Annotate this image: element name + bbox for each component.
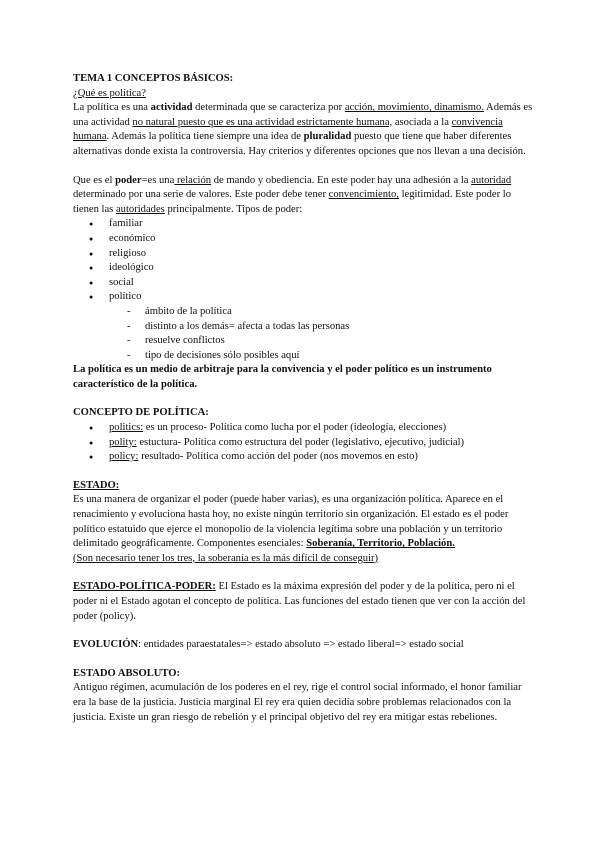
list-item: ● politics: es un proceso- Política como lucha por el poder (ideología, elecciones) (73, 421, 533, 436)
evolucion: EVOLUCIÓN: entidades paraestatales=> estado absoluto => estado liberal=> estado social (73, 639, 464, 651)
list-item: ● político (73, 290, 533, 305)
concepto-title: CONCEPTO DE POLÍTICA: (73, 407, 209, 419)
list-item: - resuelve conflictos (73, 334, 533, 349)
tema-subtitle: ¿Qué es política? (73, 87, 146, 99)
list-item: ● religioso (73, 247, 533, 262)
estado-absoluto-text: Antiguo régimen, acumulación de los poderes en el rey, rige el control social informado, el honor familiar era la base de la justicia. Justicia marginal El rey era quien decidía sobre problemas relacionados con la justicia. Existe un gran riesgo de rebelión y el principal objetivo del rey era mitigar estas rebeliones. (73, 682, 522, 723)
list-item: ● económico (73, 232, 533, 247)
conclusion-text: La política es un medio de arbitraje para la convivencia y el poder político es un instrumento característico de la política. (73, 364, 492, 390)
concepto-list (73, 421, 533, 465)
paragraph-actividad: La política es una actividad determinada que se caracteriza por acción, movimiento, dinamismo. Además es una actividad no natural puesto que es una actividad estrictamente humana, asociada a la convivencia humana. Además la política tiene siempre una idea de pluralidad puesto que tiene que haber diferentes alternativas donde exista la controversia. Hay criterios y diferentes opciones que nos llevan a una decisión. (73, 102, 533, 157)
estado-title: ESTADO: (73, 479, 120, 491)
document-content (73, 72, 533, 725)
estado-text: Es una manera de organizar el poder (puede haber varias), es una organización política. Aparece en el renacimiento y evoluciona hasta hoy, no existe ningún territorio sin organización. El estado es el poder político estatuido que ejerce el monopolio de la violencia legítima sobre una población y un territorio delimitado geográficamente. Componentes esenciales: Soberanía, Territorio, Población. (73, 494, 509, 550)
list-item: - ámbito de la política (73, 305, 533, 320)
list-item: ● policy: resultado- Política como acción del poder (nos movemos en esto) (73, 450, 533, 465)
list-item: ● social (73, 276, 533, 291)
tipos-poder-list (73, 217, 533, 305)
politico-sublist (73, 305, 533, 363)
list-item: - tipo de decisiones sólo posibles aquí (73, 349, 533, 364)
estado-politica-poder: ESTADO-POLÍTICA-PODER: El Estado es la máxima expresión del poder y de la política, pero ni el poder ni el Estado agotan el concepto de política. Las funciones del estado tienen que ver con la acción del poder (policy). (73, 581, 526, 622)
estado-note: (Son necesario tener los tres, la soberanía es la más difícil de conseguir) (73, 552, 379, 564)
list-item: - distinto a los demás= afecta a todas las personas (73, 320, 533, 335)
paragraph-poder: Que es el poder=es una relación de mando y obediencia. En este poder hay una adhesión a la autoridad determinado por una serie de valores. Este poder debe tener convencimiento, legitimidad. Este poder lo tienen las autoridades principalmente. Tipos de poder: (73, 174, 512, 215)
estado-absoluto-title: ESTADO ABSOLUTO: (73, 667, 181, 679)
list-item: ● ideológico (73, 261, 533, 276)
tema-title: TEMA 1 CONCEPTOS BÁSICOS: (73, 73, 234, 84)
list-item: ● familiar (73, 217, 533, 232)
list-item: ● polity: estuctura- Política como estructura del poder (legislativo, ejecutivo, judicial) (73, 436, 533, 451)
